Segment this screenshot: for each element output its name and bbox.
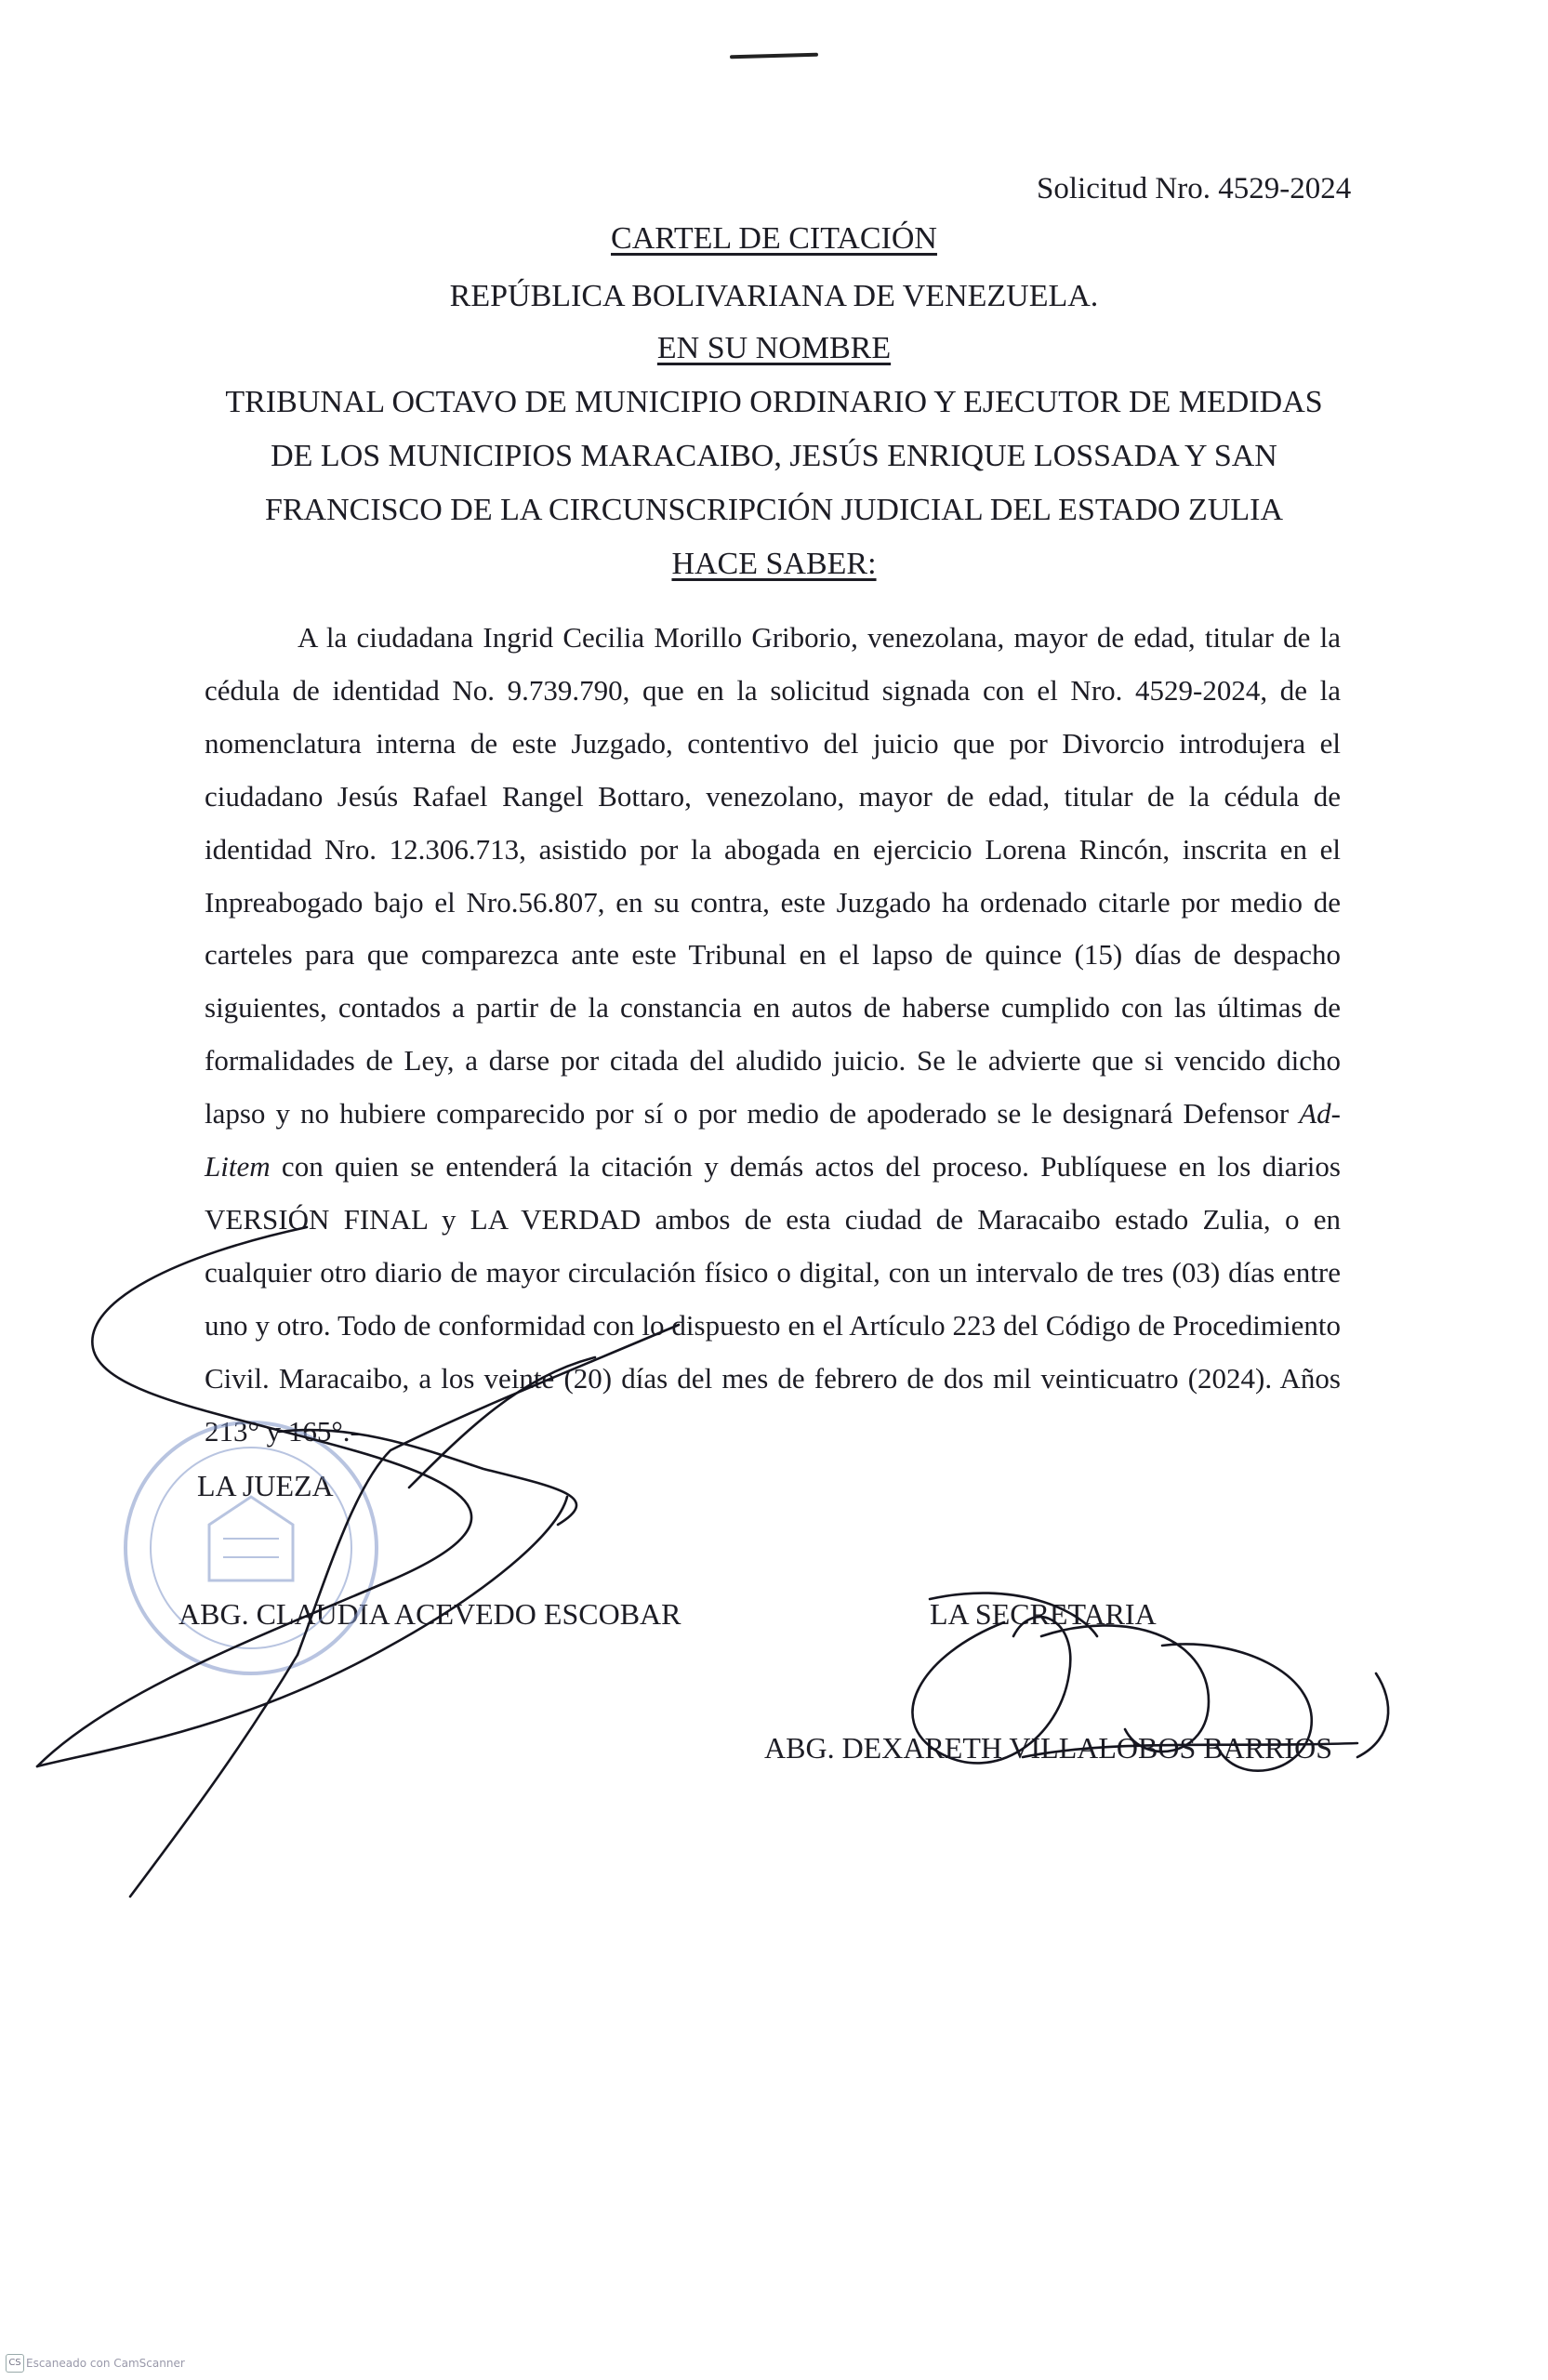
secretaria-role: LA SECRETARIA bbox=[930, 1597, 1157, 1631]
jueza-name: ABG. CLAUDIA ACEVEDO ESCOBAR bbox=[179, 1597, 681, 1631]
secretaria-name: ABG. DEXARETH VILLALOBOS BARRIOS bbox=[764, 1731, 1332, 1765]
citation-body bbox=[205, 612, 1341, 1459]
court-line-3: FRANCISCO DE LA CIRCUNSCRIPCIÓN JUDICIAL DEL ESTADO ZULIA bbox=[264, 493, 1284, 527]
en-su-nombre: EN SU NOMBRE bbox=[656, 331, 892, 365]
hace-saber: HACE SABER: bbox=[671, 547, 877, 581]
camscanner-watermark: Escaneado con CamScanner bbox=[26, 2357, 185, 2370]
republic-line: REPÚBLICA BOLIVARIANA DE VENEZUELA. bbox=[449, 279, 1099, 313]
court-seal-stamp bbox=[126, 1422, 377, 1673]
court-line-2: DE LOS MUNICIPIOS MARACAIBO, JESÚS ENRIQUE LOSSADA Y SAN bbox=[271, 439, 1277, 473]
body-text-italic: Ad-Litem bbox=[205, 1097, 1341, 1183]
jueza-role: LA JUEZA bbox=[197, 1469, 334, 1502]
document-title: CARTEL DE CITACIÓN bbox=[611, 221, 937, 256]
camscanner-logo: CS bbox=[6, 2354, 24, 2373]
top-pen-mark bbox=[730, 53, 818, 59]
court-line-1: TRIBUNAL OCTAVO DE MUNICIPIO ORDINARIO Y EJECUTOR DE MEDIDAS bbox=[225, 385, 1323, 419]
solicitud-number: Solicitud Nro. 4529-2024 bbox=[1037, 172, 1352, 205]
body-text-part2: con quien se entenderá la citación y demás actos del proceso. Publíquese en los diarios VERSIÓN FINAL y LA VERDAD ambos de esta ciudad de Maracaibo estado Zulia, o en cualquier otro diario de mayor circulación físico o digital, con un intervalo de tres (03) días entre uno y otro. Todo de conformidad con lo dispuesto en el Artículo 223 del Código de Procedimiento Civil. Maracaibo, a los veinte (20) días del mes de febrero de dos mil veinticuatro (2024). Años 213° y 165°.- bbox=[205, 1150, 1341, 1448]
body-text-part1: A la ciudadana Ingrid Cecilia Morillo Griborio, venezolana, mayor de edad, titular de la cédula de identidad No. 9.739.790, que en la solicitud signada con el Nro. 4529-2024, de la nomenclatura interna de este Juzgado, contentivo del juicio que por Divorcio introdujera el ciudadano Jesús Rafael Rangel Bottaro, venezolano, mayor de edad, titular de la cédula de identidad Nro. 12.306.713, asistido por la abogada en ejercicio Lorena Rincón, inscrita en el Inpreabogado bajo el Nro.56.807, en su contra, este Juzgado ha ordenado citarle por medio de carteles para que comparezca ante este Tribunal en el lapso de quince (15) días de despacho siguientes, contados a partir de la constancia en autos de haberse cumplido con las últimas de formalidades de Ley, a darse por citada del aludido juicio. Se le advierte que si vencido dicho lapso y no hubiere comparecido por sí o por medio de apoderado se le designará Defensor bbox=[205, 621, 1341, 1130]
